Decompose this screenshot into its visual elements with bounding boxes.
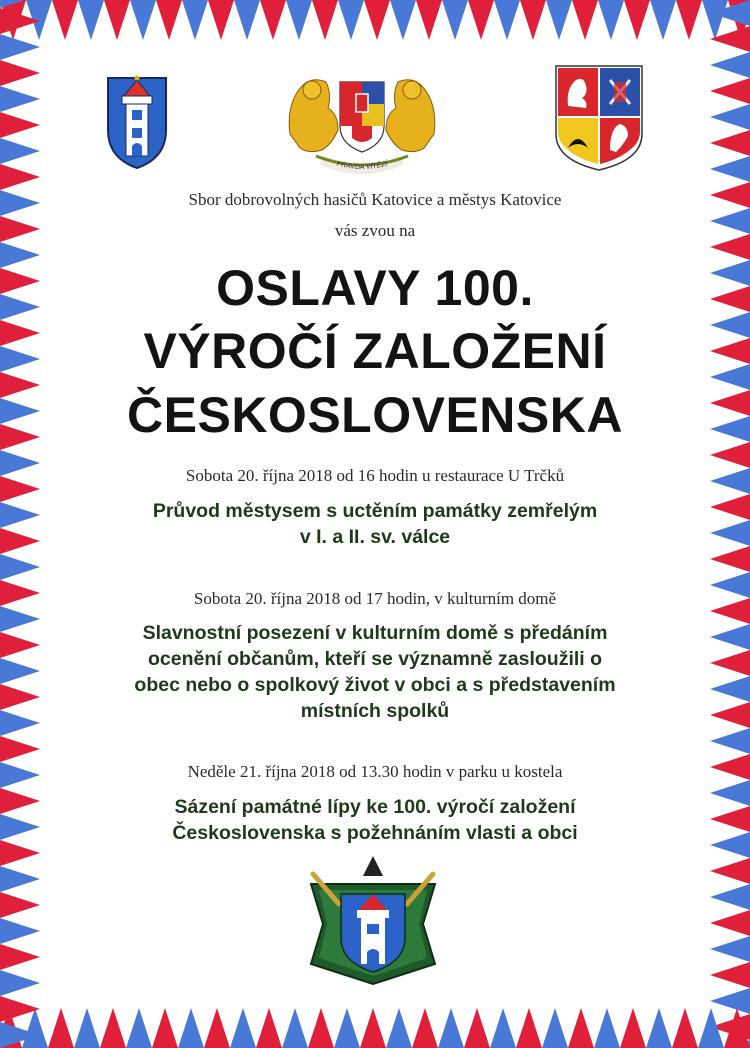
bunting-flag	[74, 1008, 100, 1048]
bunting-flag	[710, 442, 750, 468]
bunting-flag	[710, 52, 750, 78]
bunting-flag	[710, 572, 750, 598]
bunting-flag	[0, 450, 40, 476]
bunting-flag	[568, 1008, 594, 1048]
bunting-flag	[0, 970, 40, 996]
bunting-flag	[416, 0, 442, 40]
bunting-flag	[438, 1008, 464, 1048]
bunting-flag	[100, 1008, 126, 1048]
bunting-flag	[0, 86, 40, 112]
bunting-flag	[676, 0, 702, 40]
bunting-flag	[130, 0, 156, 40]
bunting-flag	[126, 1008, 152, 1048]
bunting-flag	[0, 476, 40, 502]
invite-line-1: Sbor dobrovolných hasičů Katovice a městys Katovice	[188, 190, 562, 209]
bunting-flag	[0, 138, 40, 164]
czech-coat-of-arms-icon	[554, 64, 644, 172]
bunting-flag	[260, 0, 286, 40]
bunting-flag	[710, 832, 750, 858]
bunting-flag	[0, 944, 40, 970]
bunting-flag	[0, 320, 40, 346]
bunting-flag	[672, 1008, 698, 1048]
bunting-flag	[710, 390, 750, 416]
bunting-flag	[710, 182, 750, 208]
bunting-flag	[710, 234, 750, 260]
bunting-flag	[710, 78, 750, 104]
bunting-flag	[0, 268, 40, 294]
bunting-flag	[0, 580, 40, 606]
bunting-flag	[620, 1008, 646, 1048]
bunting-flag	[0, 684, 40, 710]
bunting-flag	[710, 156, 750, 182]
bunting-flag	[182, 0, 208, 40]
bunting-flag	[710, 546, 750, 572]
firefighters-emblem-icon	[303, 854, 443, 986]
bunting-flag	[0, 710, 40, 736]
bunting-flag	[0, 892, 40, 918]
bunting-flag	[0, 242, 40, 268]
bunting-flag	[0, 840, 40, 866]
bunting-flag	[0, 372, 40, 398]
bunting-flag	[0, 918, 40, 944]
bunting-flag	[0, 346, 40, 372]
page-title-line-3: ČESKOSLOVENSKA	[127, 387, 623, 443]
bunting-flag	[710, 780, 750, 806]
bunting-flag	[412, 1008, 438, 1048]
bunting-flag	[710, 338, 750, 364]
bunting-flag	[624, 0, 650, 40]
bunting-flag	[234, 0, 260, 40]
bunting-flag	[702, 0, 728, 40]
bunting-flag	[494, 0, 520, 40]
bunting-flag	[364, 0, 390, 40]
bunting-flag	[0, 34, 40, 60]
bunting-flag	[710, 936, 750, 962]
bunting-flag	[710, 598, 750, 624]
bunting-flag	[208, 0, 234, 40]
bunting-flag	[22, 1008, 48, 1048]
bunting-flag	[360, 1008, 386, 1048]
bunting-flag	[710, 754, 750, 780]
bunting-flag	[710, 468, 750, 494]
bunting-flag	[710, 676, 750, 702]
bunting-flag	[710, 364, 750, 390]
bunting-flag	[0, 502, 40, 528]
bunting-flag	[710, 494, 750, 520]
bunting-flag	[386, 1008, 412, 1048]
bunting-flag	[710, 624, 750, 650]
bunting-flag	[338, 0, 364, 40]
bunting-flag	[710, 650, 750, 676]
bunting-flag	[598, 0, 624, 40]
bunting-flag	[178, 1008, 204, 1048]
logo-row	[48, 58, 702, 178]
bunting-flag	[710, 858, 750, 884]
event-2-line: Slavnostní posezení v kulturním domě s předáním	[142, 622, 608, 644]
bunting-flag	[710, 104, 750, 130]
bunting-flag	[152, 1008, 178, 1048]
bunting-flag	[0, 528, 40, 554]
bunting-flag	[312, 0, 338, 40]
event-2-description	[48, 620, 702, 724]
bunting-flag	[710, 416, 750, 442]
event-2-line: místních spolků	[300, 700, 450, 722]
event-2-line: obec nebo o spolkový život v obci a s představením	[134, 674, 616, 696]
bunting-flag	[308, 1008, 334, 1048]
bunting-flag	[0, 190, 40, 216]
invite-line-2: vás zvou na	[334, 221, 416, 240]
bunting-flag	[546, 0, 572, 40]
page-title-line-1: OSLAVY 100.	[216, 260, 534, 316]
bunting-flag	[0, 398, 40, 424]
bunting-flag	[78, 0, 104, 40]
bunting-flag	[442, 0, 468, 40]
bunting-flag	[0, 294, 40, 320]
bunting-flag	[0, 112, 40, 138]
bunting-flag	[0, 606, 40, 632]
bunting-flag	[710, 910, 750, 936]
bunting-flag	[156, 0, 182, 40]
bunting-flag	[468, 0, 494, 40]
bunting-flag	[646, 1008, 672, 1048]
bunting-flag	[204, 1008, 230, 1048]
bunting-flag	[0, 762, 40, 788]
bunting-flag	[0, 554, 40, 580]
event-1-line: Průvod městysem s uctěním památky zemřelým	[152, 500, 598, 522]
bunting-flag	[710, 806, 750, 832]
bunting-flag	[52, 0, 78, 40]
bunting-flag	[710, 260, 750, 286]
bunting-flag	[0, 164, 40, 190]
bunting-flag	[0, 632, 40, 658]
bunting-flag	[0, 216, 40, 242]
bunting-flag	[520, 0, 546, 40]
bunting-flag	[0, 736, 40, 762]
bunting-flag	[710, 208, 750, 234]
bunting-flag	[710, 988, 750, 1014]
bunting-flag	[710, 884, 750, 910]
bunting-flag	[0, 788, 40, 814]
bunting-flag	[710, 520, 750, 546]
event-1-date: Sobota 20. října 2018 od 16 hodin u restaurace U Trčků	[185, 466, 565, 485]
bunting-flag	[230, 1008, 256, 1048]
event-1-line: v I. a II. sv. válce	[299, 526, 451, 548]
event-3-line: Československa s požehnáním vlasti a obci	[172, 822, 578, 844]
event-2-line: ocenění občanům, kteří se významně zasloužili o	[147, 648, 603, 670]
bunting-flag	[594, 1008, 620, 1048]
event-3-description	[48, 794, 702, 846]
poster-content	[48, 48, 702, 1000]
event-3-line: Sázení památné lípy ke 100. výročí založení	[174, 796, 576, 818]
bunting-flag	[490, 1008, 516, 1048]
bunting-flag	[542, 1008, 568, 1048]
bunting-flag	[390, 0, 416, 40]
bunting-flag	[650, 0, 676, 40]
katovice-coat-of-arms-icon	[104, 70, 170, 170]
bunting-flag	[710, 312, 750, 338]
bunting-flag	[48, 1008, 74, 1048]
bunting-flag	[0, 866, 40, 892]
event-3-date: Neděle 21. října 2018 od 13.30 hodin v parku u kostela	[187, 762, 563, 781]
bunting-flag	[282, 1008, 308, 1048]
bunting-flag	[104, 0, 130, 40]
bunting-flag	[572, 0, 598, 40]
bunting-flag	[286, 0, 312, 40]
bunting-flag	[0, 658, 40, 684]
bunting-flag	[710, 702, 750, 728]
bunting-flag	[516, 1008, 542, 1048]
page-title-line-2: VÝROČÍ ZALOŽENÍ	[143, 323, 607, 379]
bunting-flag	[334, 1008, 360, 1048]
bunting-flag	[710, 962, 750, 988]
bunting-flag	[710, 728, 750, 754]
bunting-flag	[710, 286, 750, 312]
event-2-date: Sobota 20. října 2018 od 17 hodin, v kulturním domě	[193, 589, 557, 608]
bunting-flag	[710, 130, 750, 156]
motto-text: PRAVDA VÍTĚZÍ	[335, 160, 389, 172]
bunting-flag	[0, 814, 40, 840]
event-1-description	[48, 498, 702, 550]
czechoslovak-coat-of-arms-icon	[282, 64, 442, 176]
bunting-flag	[464, 1008, 490, 1048]
bunting-flag	[0, 60, 40, 86]
bunting-flag	[256, 1008, 282, 1048]
bunting-flag	[0, 424, 40, 450]
